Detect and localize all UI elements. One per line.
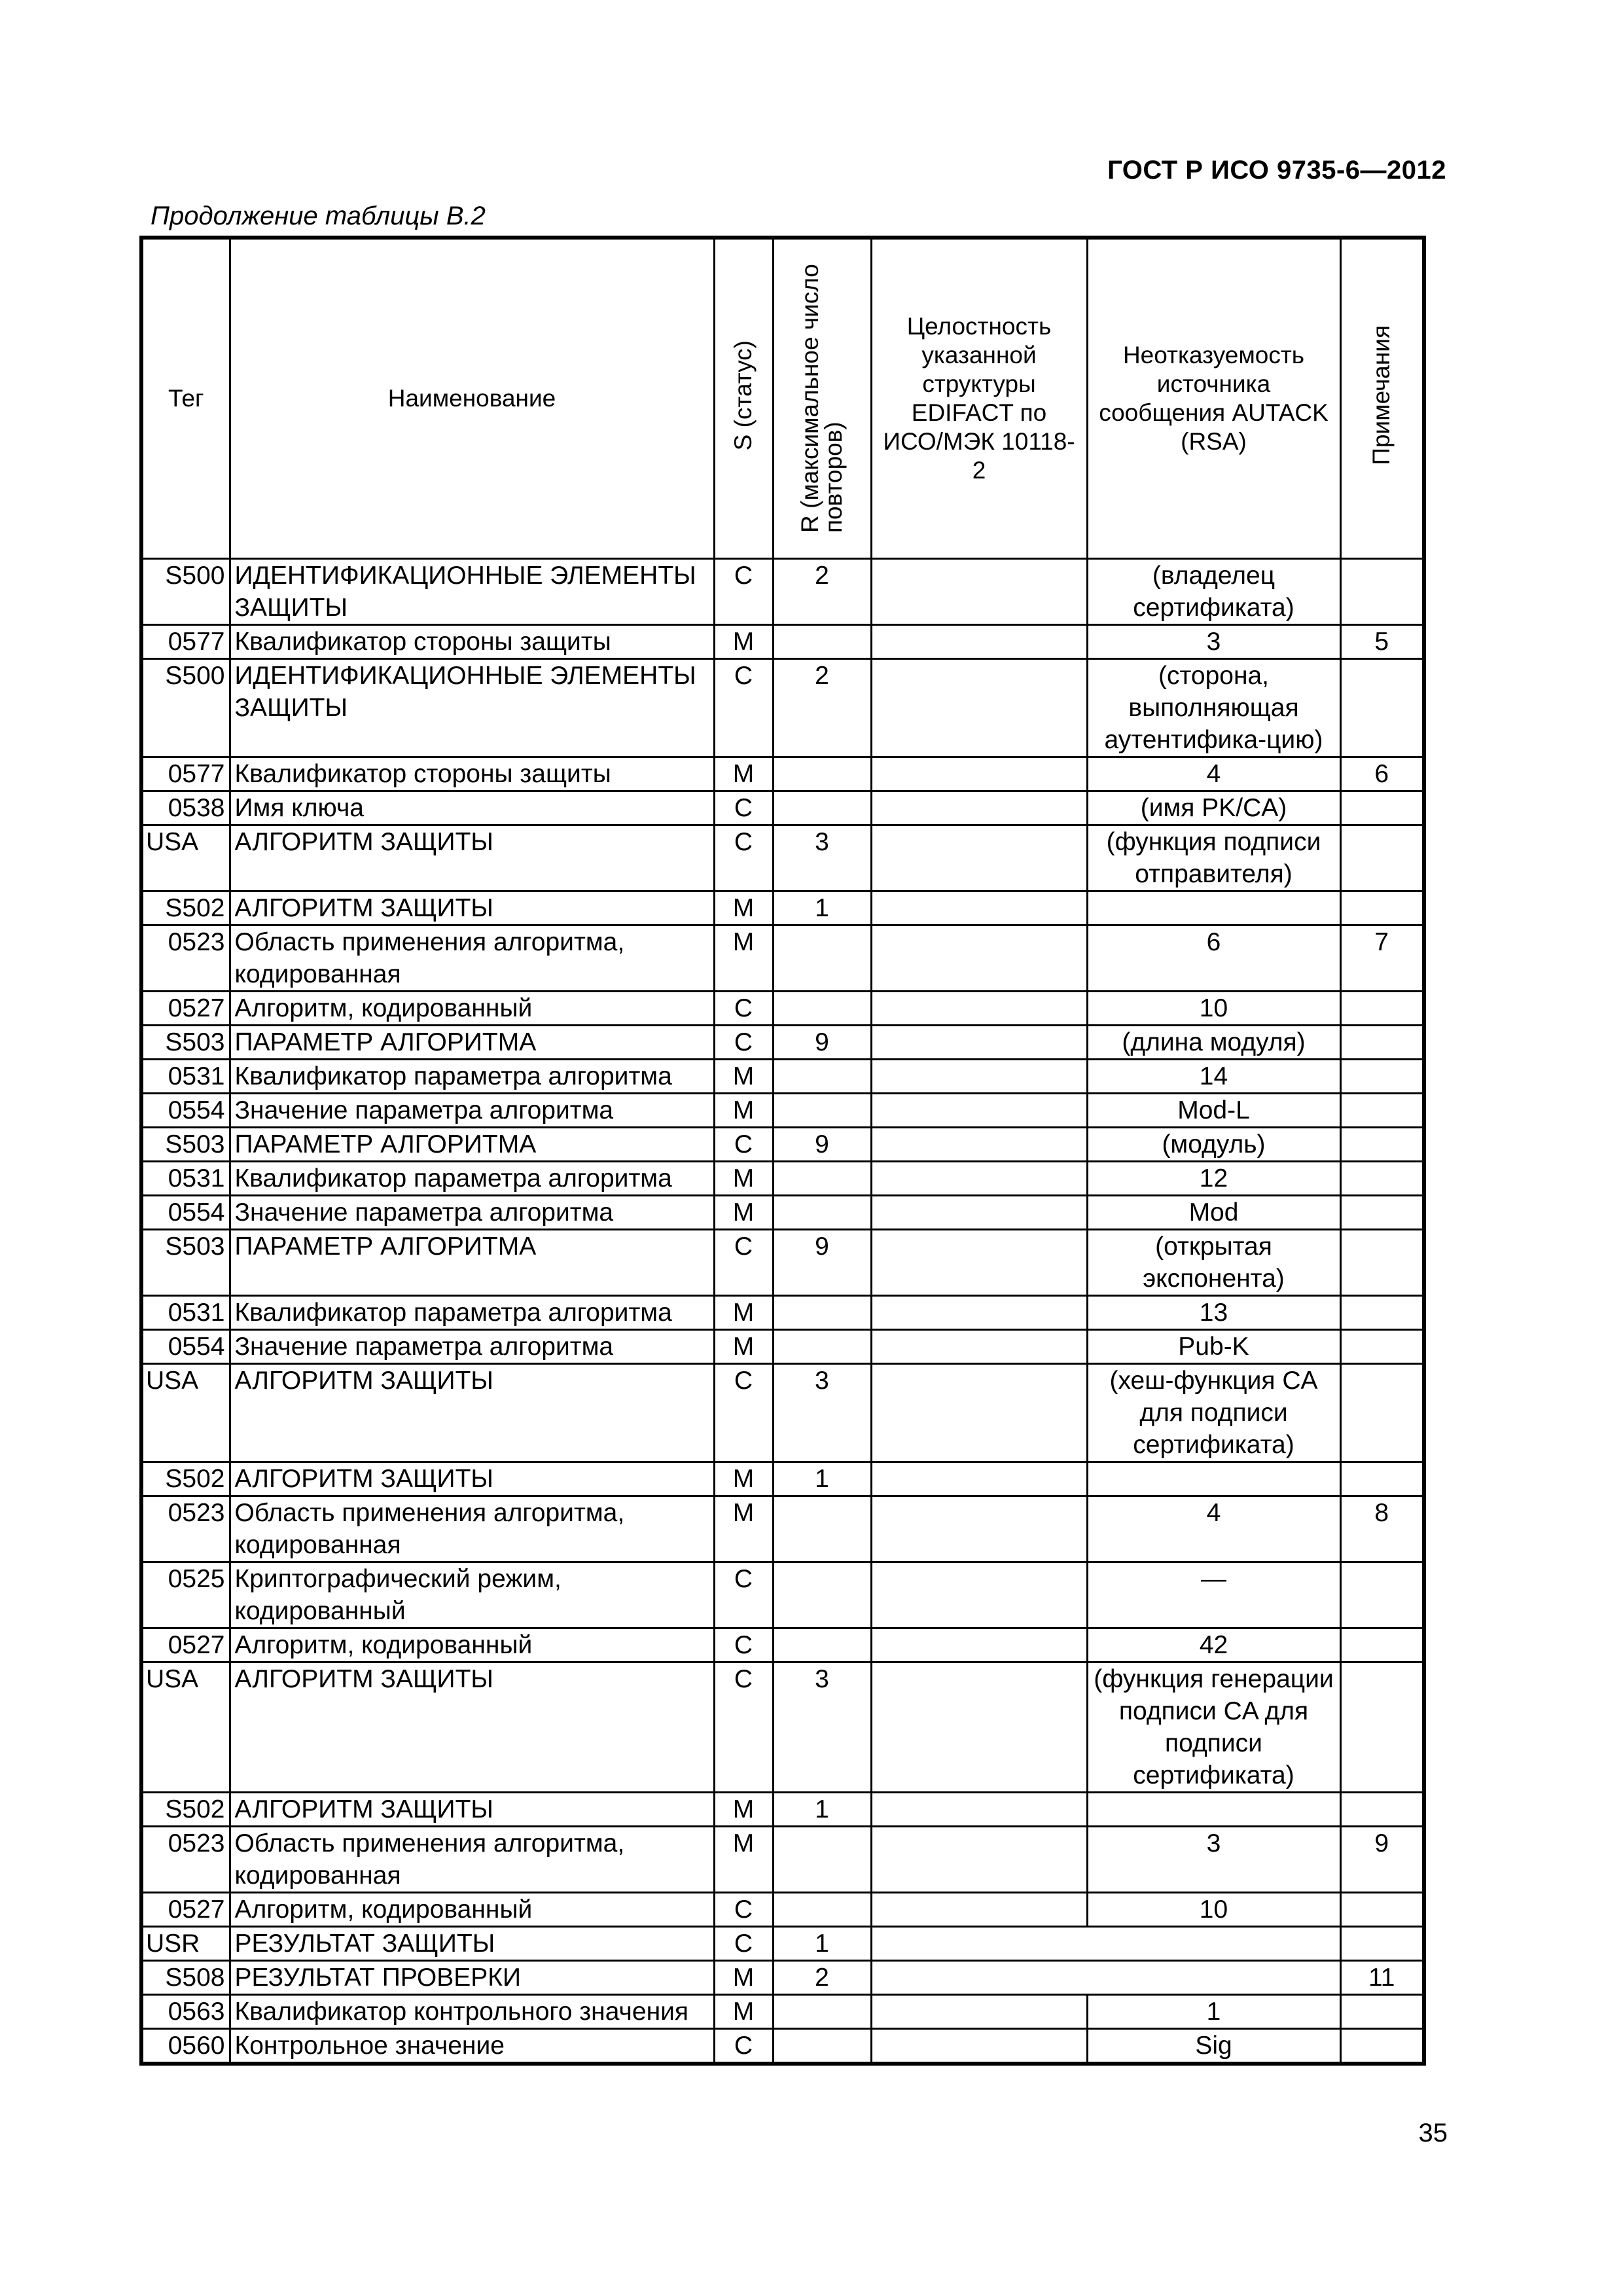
col-header-repeat bbox=[773, 238, 871, 558]
table-row bbox=[141, 1093, 1424, 1127]
cell-nonrepudiation: (имя PK/CA) bbox=[1087, 791, 1340, 825]
cell-tag: S503 bbox=[141, 1025, 230, 1059]
cell-repeat: 9 bbox=[773, 1025, 871, 1059]
cell-tag: 0563 bbox=[141, 1994, 230, 2028]
cell-nonrepudiation: (модуль) bbox=[1087, 1127, 1340, 1161]
cell-tag: S500 bbox=[141, 558, 230, 624]
cell-status: M bbox=[714, 1994, 773, 2028]
cell-repeat: 1 bbox=[773, 1462, 871, 1496]
cell-tag: 0560 bbox=[141, 2028, 230, 2064]
cell-status: C bbox=[714, 1025, 773, 1059]
cell-repeat bbox=[773, 1628, 871, 1662]
cell-status: C bbox=[714, 1662, 773, 1792]
table-row bbox=[141, 1329, 1424, 1363]
cell-note bbox=[1340, 791, 1424, 825]
cell-note bbox=[1340, 1059, 1424, 1093]
cell-nonrepudiation: 1 bbox=[1087, 1994, 1340, 2028]
cell-repeat: 2 bbox=[773, 1960, 871, 1994]
cell-status: C bbox=[714, 1562, 773, 1628]
table-row bbox=[141, 1462, 1424, 1496]
cell-note bbox=[1340, 991, 1424, 1025]
table-row bbox=[141, 658, 1424, 757]
cell-repeat bbox=[773, 1562, 871, 1628]
cell-tag: 0531 bbox=[141, 1161, 230, 1195]
table-row bbox=[141, 1025, 1424, 1059]
cell-name: РЕЗУЛЬТАТ ЗАЩИТЫ bbox=[230, 1926, 714, 1960]
cell-tag: 0554 bbox=[141, 1093, 230, 1127]
cell-nonrepudiation: 10 bbox=[1087, 991, 1340, 1025]
cell-nonrepudiation: (хеш-функция CA для подписи сертификата) bbox=[1087, 1363, 1340, 1462]
cell-repeat: 9 bbox=[773, 1127, 871, 1161]
cell-status: M bbox=[714, 1195, 773, 1229]
cell-note bbox=[1340, 558, 1424, 624]
col-header-status-label: S (статус) bbox=[730, 340, 757, 450]
cell-name: Область применения алгоритма, кодированная bbox=[230, 1826, 714, 1892]
cell-tag: 0523 bbox=[141, 1496, 230, 1562]
cell-name: Область применения алгоритма, кодированная bbox=[230, 1496, 714, 1562]
cell-integrity bbox=[871, 1628, 1087, 1662]
cell-repeat: 1 bbox=[773, 891, 871, 925]
cell-name: ПАРАМЕТР АЛГОРИТМА bbox=[230, 1127, 714, 1161]
cell-integrity bbox=[871, 1826, 1087, 1892]
cell-repeat bbox=[773, 1295, 871, 1329]
cell-repeat bbox=[773, 1994, 871, 2028]
table-row bbox=[141, 1295, 1424, 1329]
cell-nonrepudiation: 3 bbox=[1087, 1826, 1340, 1892]
cell-note bbox=[1340, 1926, 1424, 1960]
cell-nonrepudiation: Mod-L bbox=[1087, 1093, 1340, 1127]
table-row bbox=[141, 1960, 1424, 1994]
cell-integrity bbox=[871, 1161, 1087, 1195]
table-row bbox=[141, 1662, 1424, 1792]
table-row bbox=[141, 558, 1424, 624]
cell-note: 7 bbox=[1340, 925, 1424, 991]
cell-status: M bbox=[714, 757, 773, 791]
cell-status: M bbox=[714, 1826, 773, 1892]
cell-nonrepudiation: (функция подписи отправителя) bbox=[1087, 825, 1340, 891]
cell-integrity bbox=[871, 1059, 1087, 1093]
col-header-tag: Тег bbox=[141, 238, 230, 558]
table-row bbox=[141, 1195, 1424, 1229]
cell-integrity bbox=[871, 624, 1087, 658]
cell-integrity bbox=[871, 1792, 1087, 1826]
cell-repeat: 9 bbox=[773, 1229, 871, 1295]
cell-nonrepudiation bbox=[1087, 1792, 1340, 1826]
cell-note bbox=[1340, 2028, 1424, 2064]
cell-merged-requirements bbox=[871, 1960, 1340, 1994]
cell-repeat bbox=[773, 925, 871, 991]
cell-integrity bbox=[871, 1892, 1087, 1926]
segment-table bbox=[139, 236, 1426, 2066]
table-row bbox=[141, 1059, 1424, 1093]
table-row bbox=[141, 624, 1424, 658]
table-row bbox=[141, 1994, 1424, 2028]
cell-name: Значение параметра алгоритма bbox=[230, 1093, 714, 1127]
cell-integrity bbox=[871, 1562, 1087, 1628]
col-header-status bbox=[714, 238, 773, 558]
cell-tag: 0527 bbox=[141, 991, 230, 1025]
cell-name: Алгоритм, кодированный bbox=[230, 1892, 714, 1926]
cell-repeat: 2 bbox=[773, 658, 871, 757]
cell-name: Квалификатор стороны защиты bbox=[230, 624, 714, 658]
cell-integrity bbox=[871, 825, 1087, 891]
cell-integrity bbox=[871, 1127, 1087, 1161]
cell-tag: S508 bbox=[141, 1960, 230, 1994]
cell-status: M bbox=[714, 1161, 773, 1195]
cell-status: C bbox=[714, 658, 773, 757]
cell-tag: USA bbox=[141, 1363, 230, 1462]
cell-note bbox=[1340, 1229, 1424, 1295]
table-row bbox=[141, 1926, 1424, 1960]
cell-repeat: 1 bbox=[773, 1792, 871, 1826]
cell-merged-requirements bbox=[871, 1926, 1340, 1960]
cell-note bbox=[1340, 891, 1424, 925]
cell-status: C bbox=[714, 1229, 773, 1295]
cell-tag: S503 bbox=[141, 1229, 230, 1295]
cell-note bbox=[1340, 1662, 1424, 1792]
cell-tag: S502 bbox=[141, 1462, 230, 1496]
cell-status: M bbox=[714, 1295, 773, 1329]
cell-nonrepudiation: Sig bbox=[1087, 2028, 1340, 2064]
cell-status: C bbox=[714, 991, 773, 1025]
cell-name: АЛГОРИТМ ЗАЩИТЫ bbox=[230, 1662, 714, 1792]
table-row bbox=[141, 1792, 1424, 1826]
cell-integrity bbox=[871, 891, 1087, 925]
cell-repeat: 2 bbox=[773, 558, 871, 624]
col-header-name: Наименование bbox=[230, 238, 714, 558]
cell-nonrepudiation: 13 bbox=[1087, 1295, 1340, 1329]
cell-integrity bbox=[871, 658, 1087, 757]
cell-name: Значение параметра алгоритма bbox=[230, 1329, 714, 1363]
cell-name: Алгоритм, кодированный bbox=[230, 991, 714, 1025]
cell-repeat bbox=[773, 1161, 871, 1195]
cell-status: M bbox=[714, 1496, 773, 1562]
cell-name: АЛГОРИТМ ЗАЩИТЫ bbox=[230, 1462, 714, 1496]
cell-integrity bbox=[871, 1093, 1087, 1127]
cell-integrity bbox=[871, 1363, 1087, 1462]
col-header-notes bbox=[1340, 238, 1424, 558]
cell-note bbox=[1340, 1025, 1424, 1059]
cell-status: C bbox=[714, 825, 773, 891]
cell-note bbox=[1340, 825, 1424, 891]
cell-note bbox=[1340, 658, 1424, 757]
cell-tag: USA bbox=[141, 1662, 230, 1792]
cell-note: 9 bbox=[1340, 1826, 1424, 1892]
cell-tag: 0525 bbox=[141, 1562, 230, 1628]
cell-repeat bbox=[773, 1826, 871, 1892]
cell-integrity bbox=[871, 757, 1087, 791]
cell-name: Имя ключа bbox=[230, 791, 714, 825]
cell-note bbox=[1340, 1363, 1424, 1462]
cell-tag: 0577 bbox=[141, 624, 230, 658]
cell-name: Алгоритм, кодированный bbox=[230, 1628, 714, 1662]
cell-note bbox=[1340, 1628, 1424, 1662]
cell-status: M bbox=[714, 1059, 773, 1093]
cell-integrity bbox=[871, 1496, 1087, 1562]
cell-integrity bbox=[871, 2028, 1087, 2064]
cell-name: Квалификатор параметра алгоритма bbox=[230, 1161, 714, 1195]
cell-integrity bbox=[871, 1025, 1087, 1059]
table-row bbox=[141, 1127, 1424, 1161]
cell-integrity bbox=[871, 558, 1087, 624]
cell-integrity bbox=[871, 1229, 1087, 1295]
cell-repeat bbox=[773, 1496, 871, 1562]
cell-name: Значение параметра алгоритма bbox=[230, 1195, 714, 1229]
page-number: 35 bbox=[1418, 2119, 1448, 2147]
cell-tag: S503 bbox=[141, 1127, 230, 1161]
cell-note bbox=[1340, 1329, 1424, 1363]
cell-name: Криптографический режим, кодированный bbox=[230, 1562, 714, 1628]
table-row bbox=[141, 1496, 1424, 1562]
table-row bbox=[141, 891, 1424, 925]
cell-repeat bbox=[773, 991, 871, 1025]
cell-repeat bbox=[773, 1093, 871, 1127]
cell-name: Контрольное значение bbox=[230, 2028, 714, 2064]
cell-nonrepudiation: (владелец сертификата) bbox=[1087, 558, 1340, 624]
cell-repeat: 1 bbox=[773, 1926, 871, 1960]
table-row bbox=[141, 1892, 1424, 1926]
cell-note bbox=[1340, 1295, 1424, 1329]
cell-repeat bbox=[773, 624, 871, 658]
cell-name: АЛГОРИТМ ЗАЩИТЫ bbox=[230, 891, 714, 925]
cell-repeat: 3 bbox=[773, 1662, 871, 1792]
cell-nonrepudiation: 10 bbox=[1087, 1892, 1340, 1926]
cell-status: C bbox=[714, 558, 773, 624]
table-header bbox=[141, 238, 1424, 558]
col-header-integrity: Целостность указанной структуры EDIFACT по ИСО/МЭК 10118-2 bbox=[871, 238, 1087, 558]
cell-status: C bbox=[714, 1926, 773, 1960]
cell-note bbox=[1340, 1994, 1424, 2028]
table-row bbox=[141, 2028, 1424, 2064]
cell-integrity bbox=[871, 1662, 1087, 1792]
cell-nonrepudiation: Pub-K bbox=[1087, 1329, 1340, 1363]
cell-status: M bbox=[714, 624, 773, 658]
cell-name: РЕЗУЛЬТАТ ПРОВЕРКИ bbox=[230, 1960, 714, 1994]
cell-name: Квалификатор стороны защиты bbox=[230, 757, 714, 791]
table-row bbox=[141, 791, 1424, 825]
cell-nonrepudiation: 3 bbox=[1087, 624, 1340, 658]
cell-nonrepudiation: 14 bbox=[1087, 1059, 1340, 1093]
cell-nonrepudiation bbox=[1087, 1462, 1340, 1496]
cell-nonrepudiation: 12 bbox=[1087, 1161, 1340, 1195]
cell-note: 5 bbox=[1340, 624, 1424, 658]
cell-name: ПАРАМЕТР АЛГОРИТМА bbox=[230, 1229, 714, 1295]
cell-status: M bbox=[714, 1462, 773, 1496]
cell-status: M bbox=[714, 1093, 773, 1127]
cell-status: C bbox=[714, 2028, 773, 2064]
cell-tag: 0523 bbox=[141, 1826, 230, 1892]
cell-name: Квалификатор параметра алгоритма bbox=[230, 1295, 714, 1329]
cell-repeat bbox=[773, 2028, 871, 2064]
cell-integrity bbox=[871, 791, 1087, 825]
cell-nonrepudiation: (функция генерации подписи CA для подписи сертификата) bbox=[1087, 1662, 1340, 1792]
cell-integrity bbox=[871, 1462, 1087, 1496]
cell-integrity bbox=[871, 1994, 1087, 2028]
cell-tag: 0577 bbox=[141, 757, 230, 791]
cell-status: M bbox=[714, 1329, 773, 1363]
table-body bbox=[141, 558, 1424, 2064]
cell-name: ИДЕНТИФИКАЦИОННЫЕ ЭЛЕМЕНТЫ ЗАЩИТЫ bbox=[230, 658, 714, 757]
cell-repeat bbox=[773, 1892, 871, 1926]
cell-integrity bbox=[871, 1329, 1087, 1363]
cell-note bbox=[1340, 1892, 1424, 1926]
cell-tag: S500 bbox=[141, 658, 230, 757]
cell-name: ПАРАМЕТР АЛГОРИТМА bbox=[230, 1025, 714, 1059]
table-row bbox=[141, 825, 1424, 891]
col-header-repeat-label: R (максимальное число повторов) bbox=[796, 263, 847, 533]
cell-nonrepudiation: 6 bbox=[1087, 925, 1340, 991]
cell-status: M bbox=[714, 1792, 773, 1826]
cell-status: C bbox=[714, 1892, 773, 1926]
cell-name: Область применения алгоритма, кодированная bbox=[230, 925, 714, 991]
cell-tag: 0554 bbox=[141, 1195, 230, 1229]
cell-tag: USA bbox=[141, 825, 230, 891]
cell-note bbox=[1340, 1562, 1424, 1628]
cell-note bbox=[1340, 1161, 1424, 1195]
col-header-nonrepudiation: Неотказуемость источника сообщения AUTACK (RSA) bbox=[1087, 238, 1340, 558]
cell-tag: S502 bbox=[141, 891, 230, 925]
cell-status: C bbox=[714, 1363, 773, 1462]
col-header-notes-label: Примечания bbox=[1368, 325, 1395, 465]
table-row bbox=[141, 1363, 1424, 1462]
cell-tag: 0523 bbox=[141, 925, 230, 991]
cell-status: C bbox=[714, 1127, 773, 1161]
table-row bbox=[141, 1826, 1424, 1892]
cell-nonrepudiation: 4 bbox=[1087, 1496, 1340, 1562]
cell-integrity bbox=[871, 1295, 1087, 1329]
cell-tag: USR bbox=[141, 1926, 230, 1960]
cell-status: M bbox=[714, 1960, 773, 1994]
cell-tag: 0527 bbox=[141, 1892, 230, 1926]
cell-repeat bbox=[773, 1329, 871, 1363]
cell-nonrepudiation: 4 bbox=[1087, 757, 1340, 791]
cell-nonrepudiation: Mod bbox=[1087, 1195, 1340, 1229]
table-row bbox=[141, 1562, 1424, 1628]
cell-name: АЛГОРИТМ ЗАЩИТЫ bbox=[230, 1363, 714, 1462]
cell-tag: 0531 bbox=[141, 1295, 230, 1329]
cell-integrity bbox=[871, 1195, 1087, 1229]
cell-name: АЛГОРИТМ ЗАЩИТЫ bbox=[230, 825, 714, 891]
cell-name: АЛГОРИТМ ЗАЩИТЫ bbox=[230, 1792, 714, 1826]
cell-repeat bbox=[773, 757, 871, 791]
table-row bbox=[141, 1628, 1424, 1662]
table-row bbox=[141, 757, 1424, 791]
cell-note: 8 bbox=[1340, 1496, 1424, 1562]
cell-repeat bbox=[773, 1059, 871, 1093]
cell-status: C bbox=[714, 791, 773, 825]
table-row bbox=[141, 925, 1424, 991]
cell-nonrepudiation: 42 bbox=[1087, 1628, 1340, 1662]
cell-status: M bbox=[714, 891, 773, 925]
table-row bbox=[141, 1229, 1424, 1295]
cell-nonrepudiation: (открытая экспонента) bbox=[1087, 1229, 1340, 1295]
cell-note bbox=[1340, 1195, 1424, 1229]
cell-nonrepudiation: (сторона, выполняющая аутентифика-цию) bbox=[1087, 658, 1340, 757]
cell-repeat bbox=[773, 791, 871, 825]
cell-tag: 0527 bbox=[141, 1628, 230, 1662]
standard-code: ГОСТ Р ИСО 9735-6—2012 bbox=[1107, 156, 1446, 185]
cell-repeat: 3 bbox=[773, 825, 871, 891]
cell-note bbox=[1340, 1462, 1424, 1496]
cell-repeat: 3 bbox=[773, 1363, 871, 1462]
cell-name: Квалификатор контрольного значения bbox=[230, 1994, 714, 2028]
cell-integrity bbox=[871, 925, 1087, 991]
cell-tag: S502 bbox=[141, 1792, 230, 1826]
cell-tag: 0531 bbox=[141, 1059, 230, 1093]
cell-note bbox=[1340, 1093, 1424, 1127]
cell-tag: 0538 bbox=[141, 791, 230, 825]
cell-integrity bbox=[871, 991, 1087, 1025]
cell-note bbox=[1340, 1792, 1424, 1826]
cell-name: ИДЕНТИФИКАЦИОННЫЕ ЭЛЕМЕНТЫ ЗАЩИТЫ bbox=[230, 558, 714, 624]
cell-note: 6 bbox=[1340, 757, 1424, 791]
cell-nonrepudiation: (длина модуля) bbox=[1087, 1025, 1340, 1059]
cell-tag: 0554 bbox=[141, 1329, 230, 1363]
cell-note bbox=[1340, 1127, 1424, 1161]
cell-nonrepudiation bbox=[1087, 891, 1340, 925]
cell-status: M bbox=[714, 925, 773, 991]
cell-repeat bbox=[773, 1195, 871, 1229]
table-row bbox=[141, 1161, 1424, 1195]
cell-status: C bbox=[714, 1628, 773, 1662]
cell-note: 11 bbox=[1340, 1960, 1424, 1994]
cell-name: Квалификатор параметра алгоритма bbox=[230, 1059, 714, 1093]
table-row bbox=[141, 991, 1424, 1025]
cell-nonrepudiation: — bbox=[1087, 1562, 1340, 1628]
table-continuation-caption: Продолжение таблицы В.2 bbox=[151, 202, 486, 230]
